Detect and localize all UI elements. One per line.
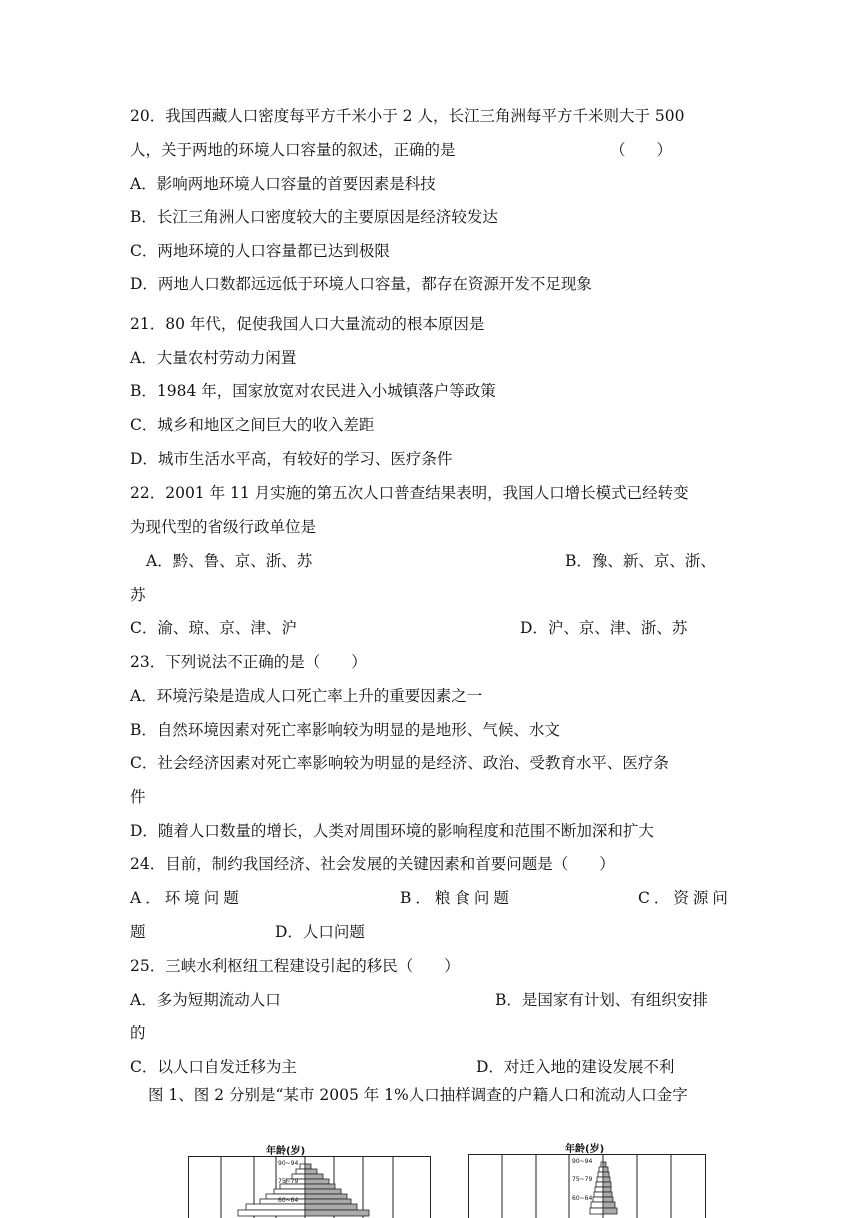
q21-option-a: A．大量农村劳动力闲置	[130, 348, 296, 368]
q25-option-b-wrap: 的	[130, 1023, 146, 1043]
q22-option-b: B．豫、新、京、浙、	[565, 551, 716, 571]
figure-2-pyramid	[468, 1138, 708, 1218]
q23-option-c-wrap: 件	[130, 787, 146, 807]
q20-stem-line1: 20．我国西藏人口密度每平方千米小于 2 人，长江三角洲每平方千米则大于 500	[130, 106, 684, 126]
q25-stem: 25．三峡水利枢纽工程建设引起的移民（ ）	[130, 956, 460, 976]
q25-option-a: A．多为短期流动人口	[130, 990, 281, 1010]
q21-stem: 21．80 年代，促使我国人口大量流动的根本原因是	[130, 314, 484, 334]
q22-option-a: A．黔、鲁、京、浙、苏	[146, 551, 312, 571]
q25-option-b: B．是国家有计划、有组织安排	[495, 990, 708, 1010]
q25-option-c: C．以人口自发迁移为主	[130, 1057, 297, 1077]
q22-option-c: C．渝、琼、京、津、沪	[130, 618, 297, 638]
q21-option-c: C．城乡和地区之间巨大的收入差距	[130, 415, 374, 435]
q24-stem: 24．目前，制约我国经济、社会发展的关键因素和首要问题是（ ）	[130, 854, 615, 874]
q24-option-c-wrap: 题	[130, 922, 146, 942]
q25-option-d: D．对迁入地的建设发展不利	[476, 1057, 674, 1077]
q24-option-a: A．环境问题	[130, 888, 243, 908]
figure-2-ylabel: 年龄(岁)	[565, 1140, 604, 1155]
q23-option-a: A．环境污染是造成人口死亡率上升的重要因素之一	[130, 686, 482, 706]
q20-answer-bracket: （ ）	[610, 140, 672, 160]
q20-option-a: A．影响两地环境人口容量的首要因素是科技	[130, 174, 436, 194]
q23-option-c: C．社会经济因素对死亡率影响较为明显的是经济、政治、受教育水平、医疗条	[130, 753, 669, 773]
q20-option-d: D．两地人口数都远远低于环境人口容量，都存在资源开发不足现象	[130, 274, 592, 294]
q22-option-d: D．沪、京、津、浙、苏	[520, 618, 687, 638]
q24-option-b: B．粮食问题	[400, 888, 513, 908]
q23-stem: 23．下列说法不正确的是（ ）	[130, 652, 367, 672]
figure-1-tick: 75~79	[278, 1178, 298, 1185]
q22-option-b-wrap: 苏	[130, 585, 146, 605]
q23-option-b: B．自然环境因素对死亡率影响较为明显的是地形、气候、水文	[130, 720, 560, 740]
figure-1-pyramid	[188, 1138, 433, 1218]
figure-1-tick: 60~64	[278, 1197, 298, 1204]
figure-intro-text: 图 1、图 2 分别是“某市 2005 年 1%人口抽样调查的户籍人口和流动人口金字	[148, 1085, 688, 1105]
q23-option-d: D．随着人口数量的增长，人类对周围环境的影响程度和范围不断加深和扩大	[130, 821, 654, 841]
q21-option-b: B．1984 年，国家放宽对农民进入小城镇落户等政策	[130, 381, 496, 401]
figure-1-grid	[188, 1138, 433, 1218]
q21-option-d: D．城市生活水平高，有较好的学习、医疗条件	[130, 449, 452, 469]
q20-stem-line2: 人，关于两地的环境人口容量的叙述，正确的是	[130, 140, 456, 160]
q20-option-b: B．长江三角洲人口密度较大的主要原因是经济较发达	[130, 207, 498, 227]
figure-1-tick: 90~94	[278, 1160, 298, 1167]
q24-option-c: C．资源问	[638, 888, 732, 908]
q24-option-d: D．人口问题	[275, 922, 365, 942]
figure-1-ylabel: 年龄(岁)	[266, 1142, 305, 1157]
figure-2-tick: 60~64	[572, 1195, 592, 1202]
q22-stem-line2: 为现代型的省级行政单位是	[130, 517, 316, 537]
figure-2-tick: 75~79	[572, 1176, 592, 1183]
figure-2-tick: 90~94	[572, 1158, 592, 1165]
q20-option-c: C．两地环境的人口容量都已达到极限	[130, 241, 390, 261]
q22-stem-line1: 22．2001 年 11 月实施的第五次人口普查结果表明，我国人口增长模式已经转变	[130, 483, 689, 503]
